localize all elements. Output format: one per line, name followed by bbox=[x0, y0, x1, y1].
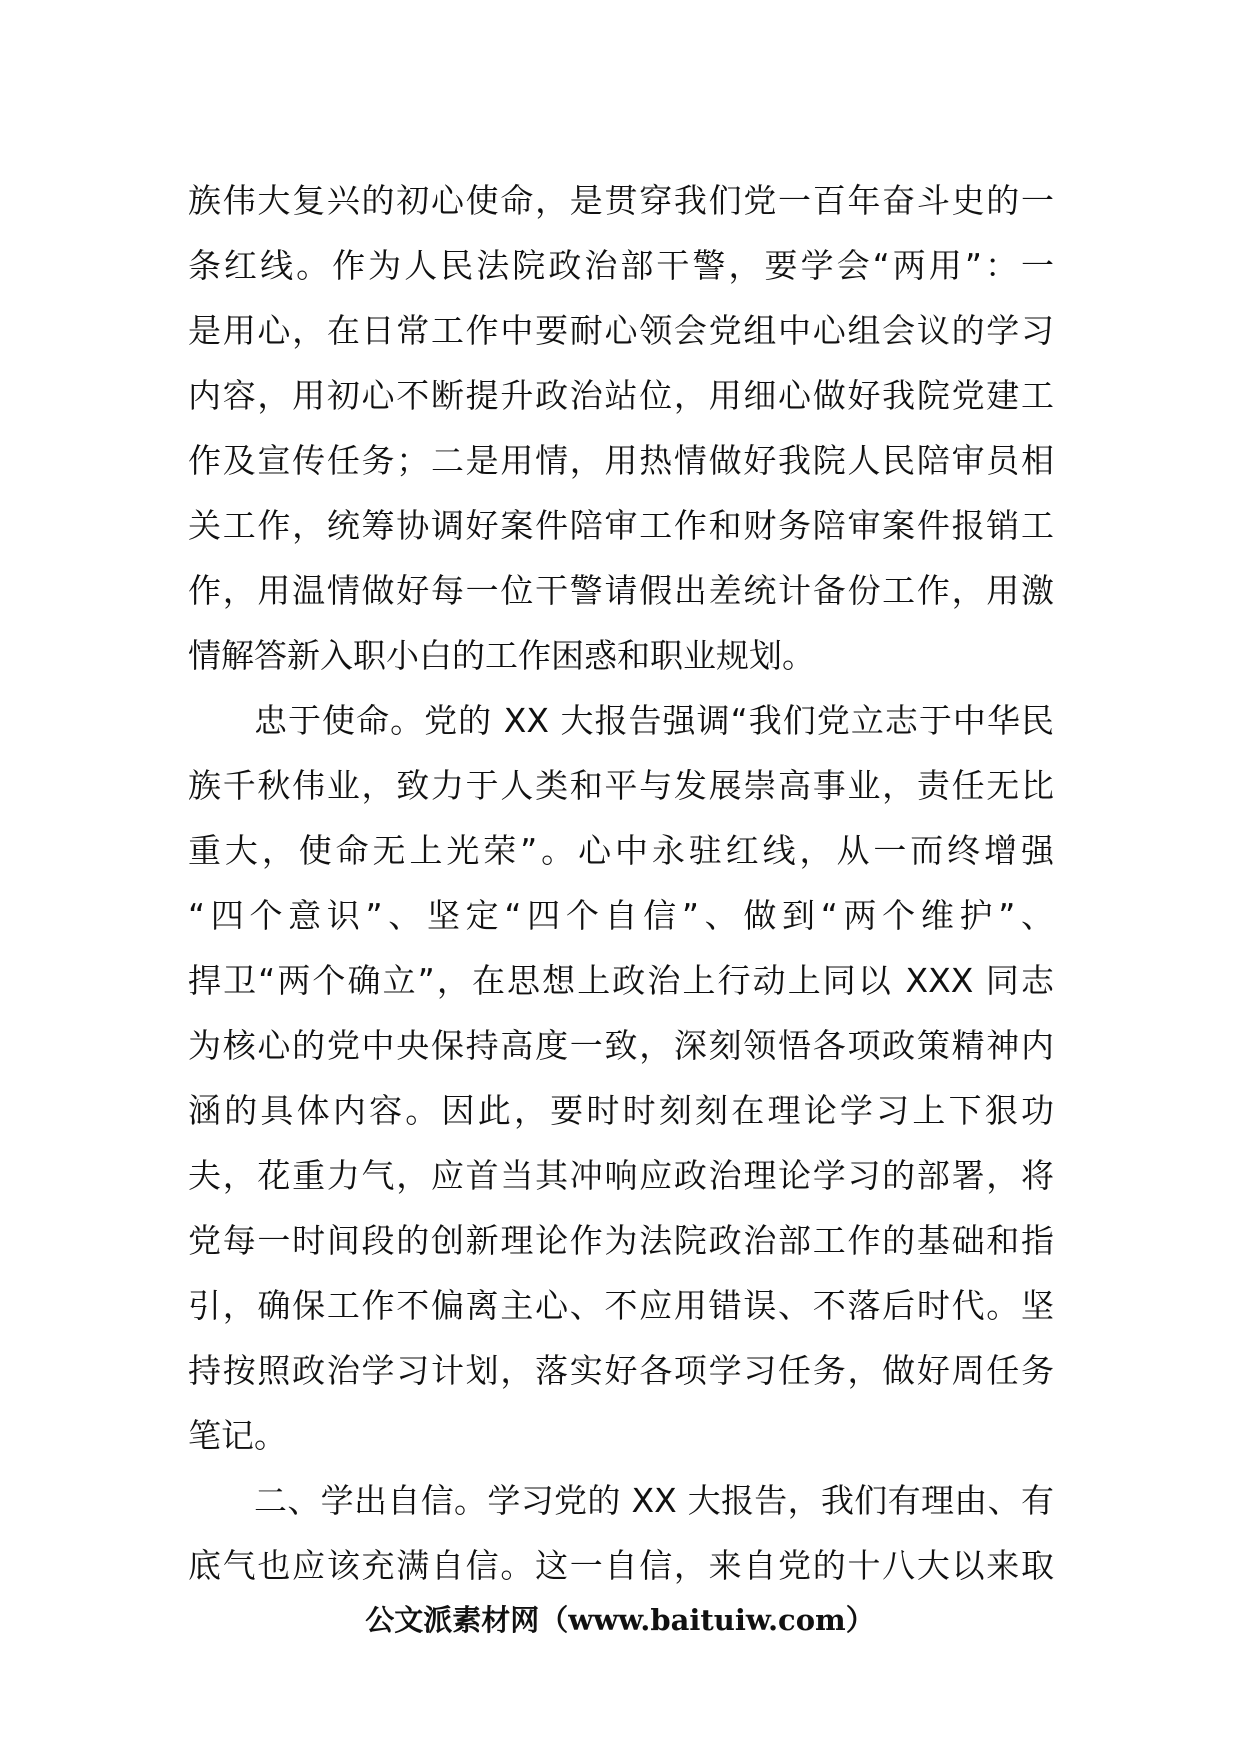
text-line: 涵的具体内容。因此，要时时刻刻在理论学习上下狠功 bbox=[188, 1091, 1054, 1130]
text-line: 重大，使命无上光荣”。心中永驻红线，从一而终增强 bbox=[188, 831, 1054, 870]
text-line: 关工作，统筹协调好案件陪审工作和财务陪审案件报销工 bbox=[188, 506, 1054, 545]
text-line: 作及宣传任务；二是用情，用热情做好我院人民陪审员相 bbox=[188, 441, 1054, 480]
text-line: 为核心的党中央保持高度一致，深刻领悟各项政策精神内 bbox=[188, 1026, 1054, 1065]
text-line: 是用心，在日常工作中要耐心领会党组中心组会议的学习 bbox=[188, 311, 1054, 350]
text-line: 内容，用初心不断提升政治站位，用细心做好我院党建工 bbox=[188, 376, 1054, 415]
text-line: “四个意识”、坚定“四个自信”、做到“两个维护”、 bbox=[188, 896, 1054, 935]
text-line: 党每一时间段的创新理论作为法院政治部工作的基础和指 bbox=[188, 1221, 1054, 1260]
text-line: 底气也应该充满自信。这一自信，来自党的十八大以来取 bbox=[188, 1546, 1054, 1585]
text-line: 引，确保工作不偏离主心、不应用错误、不落后时代。坚 bbox=[188, 1286, 1054, 1325]
text-line: 笔记。 bbox=[188, 1416, 287, 1455]
text-line: 捍卫“两个确立”，在思想上政治上行动上同以 XXX 同志 bbox=[188, 961, 1054, 1000]
text-line: 忠于使命。党的 XX 大报告强调“我们党立志于中华民 bbox=[254, 701, 1054, 740]
text-line: 二、学出自信。学习党的 XX 大报告，我们有理由、有 bbox=[254, 1481, 1054, 1520]
text-line: 作，用温情做好每一位干警请假出差统计备份工作，用激 bbox=[188, 571, 1054, 610]
text-line: 族伟大复兴的初心使命，是贯穿我们党一百年奋斗史的一 bbox=[188, 181, 1054, 220]
text-line: 持按照政治学习计划，落实好各项学习任务，做好周任务 bbox=[188, 1351, 1054, 1390]
text-line: 条红线。作为人民法院政治部干警，要学会“两用”：一 bbox=[188, 246, 1054, 285]
page-footer: 公文派素材网（www.baituiw.com） bbox=[365, 1603, 875, 1637]
body-text bbox=[188, 168, 1054, 1598]
text-line: 情解答新入职小白的工作困惑和职业规划。 bbox=[188, 636, 815, 675]
text-line: 夫，花重力气，应首当其冲响应政治理论学习的部署，将 bbox=[188, 1156, 1054, 1195]
text-line: 族千秋伟业，致力于人类和平与发展崇高事业，责任无比 bbox=[188, 766, 1054, 805]
